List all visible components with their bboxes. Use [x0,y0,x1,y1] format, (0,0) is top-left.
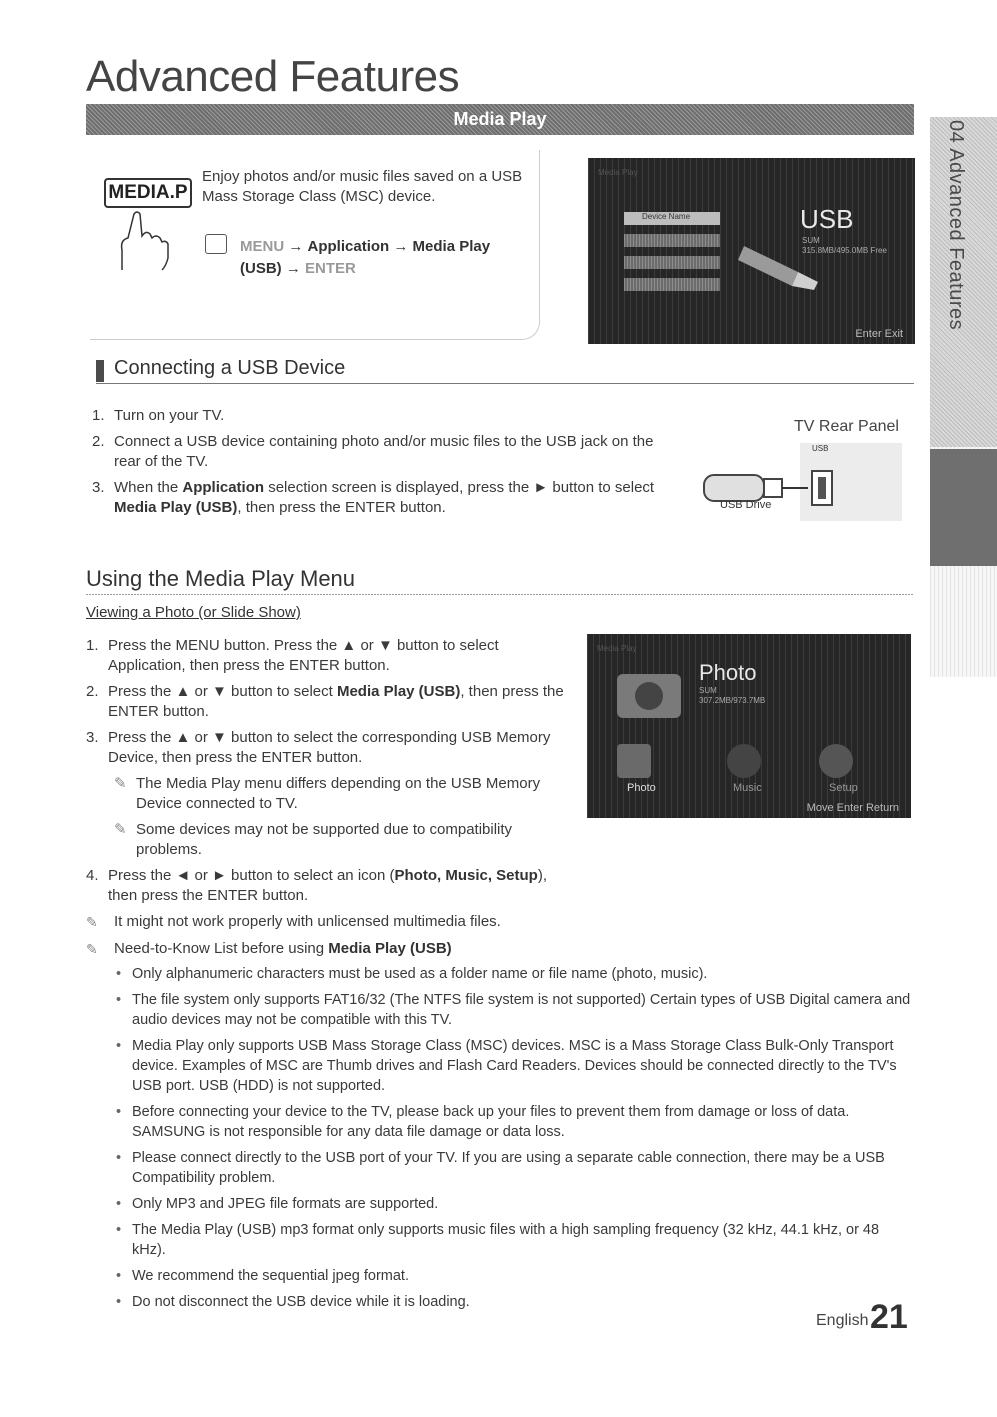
section-title-media-play: Using the Media Play Menu [86,566,356,591]
screen2-footer: Move Enter Return [806,802,899,814]
list-item: • The Media Play (USB) mp3 format only supports music files with a high sampling frequency (32 kHz, 44.1 kHz, or 48 kHz). [114,1220,914,1260]
list-item: 2. Connect a USB device containing photo and/or music files to the USB jack on the rear of the TV. [92,433,654,470]
page-number: 21 [870,1298,908,1336]
side-tab-marker [930,449,997,566]
note-pen-icon: ✎ [114,775,127,792]
side-tab-label: 04 Advanced Features [945,120,967,331]
photo-sum: SUM [699,686,717,695]
page-title: Advanced Features [86,52,460,101]
list-item: • Do not disconnect the USB device while it is loading. [114,1292,914,1312]
icon-label: Setup [829,782,858,794]
media-play-screen-image [587,634,911,818]
list-item: • Before connecting your device to the TV, please back up your files to prevent them from damage or loss of data. SAMSUNG is not responsible for any data file damage or data loss. [114,1102,914,1142]
note-pen-icon: ✎ [86,914,98,930]
photo-icon [617,744,651,778]
setup-icon [819,744,853,778]
list-item: 3. Press the ▲ or ▼ button to select the corresponding USB Memory Device, then press the ENTER button. ✎ The Media Play menu differs depending on the USB Memory Device connected to TV. ✎ Some devices may not be supported due to compatibility problems. [86,728,566,860]
list-item: • Only alphanumeric characters must be used as a folder name or file name (photo, music). [114,964,914,984]
list-item: • Please connect directly to the USB port of your TV. If you are using a separate cable connection, there may be a USB Compatibility problem. [114,1148,914,1188]
music-icon [727,744,761,778]
hand-press-icon [112,210,192,272]
note-pen-icon: ✎ [114,821,127,838]
note: ✎ Need-to-Know List before using Media Play (USB) [86,940,452,957]
list-item: • The file system only supports FAT16/32 (The NTFS file system is not supported) Certain types of USB Digital camera and audio devices may not be compatible with this TV. [114,990,914,1030]
screen-corner-label: Media Play [598,168,638,177]
usb-free: 315.8MB/495.0MB Free [802,246,887,255]
sub-note: ✎ Some devices may not be supported due to compatibility problems. [114,821,513,858]
intro-text: Enjoy photos and/or music files saved on a USB Mass Storage Class (MSC) device. [202,168,523,205]
banner-label: Media Play [453,109,547,129]
device-name-item: Device Name [642,212,691,221]
usb-drive-label: USB Drive [720,499,772,511]
media-p-key: MEDIA.P [104,178,192,208]
icon-label: Music [733,782,762,794]
note-pen-icon: ✎ [86,941,98,957]
section-divider [86,594,914,595]
section-marker [96,360,104,382]
usb-stick-icon [738,232,838,292]
screen1-footer: Enter Exit [855,328,903,340]
list-item: 1. Turn on your TV. [92,407,225,424]
list-item: 1. Press the MENU button. Press the ▲ or ▼ button to select Application, then press the ENTER button. [86,637,499,674]
list-item: • Only MP3 and JPEG file formats are supported. [114,1194,914,1214]
note: ✎ It might not work properly with unlicensed multimedia files. [86,913,501,930]
section-banner [86,104,914,135]
usb-port-label: USB [812,444,829,453]
footer-language: English [816,1312,869,1329]
photo-title: Photo [699,660,757,685]
screen-corner-label: Media Play [597,644,637,653]
sub-note: ✎ The Media Play menu differs depending on the USB Memory Device connected to TV. [114,775,541,812]
section-divider [96,383,914,384]
photo-size: 307.2MB/973.7MB [699,696,766,705]
photo-steps [86,636,566,912]
connect-steps [92,406,662,524]
list-item: 4. Press the ◄ or ► button to select an icon (Photo, Music, Setup), then press the ENTER button. [86,867,548,904]
section-title-connecting: Connecting a USB Device [114,357,346,379]
usb-title: USB [800,204,854,234]
tv-rear-panel-label: TV Rear Panel [794,418,899,435]
subsection-title: Viewing a Photo (or Slide Show) [86,604,301,621]
list-item: • Media Play only supports USB Mass Storage Class (MSC) devices. MSC is a Mass Storage Class Bulk-Only Transport device. Examples of MSC are Thumb drives and Flash Card Readers. Devices should be connected directly to the TV's USB port. USB (HDD) is not supported. [114,1036,914,1096]
list-item: 2. Press the ▲ or ▼ button to select Media Play (USB), then press the ENTER button. [86,683,564,720]
list-item: 3. When the Application selection screen is displayed, press the ► button to select Media Play (USB), then press the ENTER button. [92,479,655,516]
need-to-know-list [114,964,914,1318]
list-item: • We recommend the sequential jpeg format. [114,1266,914,1286]
icon-label: Photo [627,782,656,794]
usb-screen-image [588,158,915,344]
menu-path: MENU → Application → Media Play (USB) → ENTER [240,238,491,277]
usb-sum: SUM [802,236,820,245]
camera-icon [609,658,689,728]
remote-menu-icon [205,234,227,254]
